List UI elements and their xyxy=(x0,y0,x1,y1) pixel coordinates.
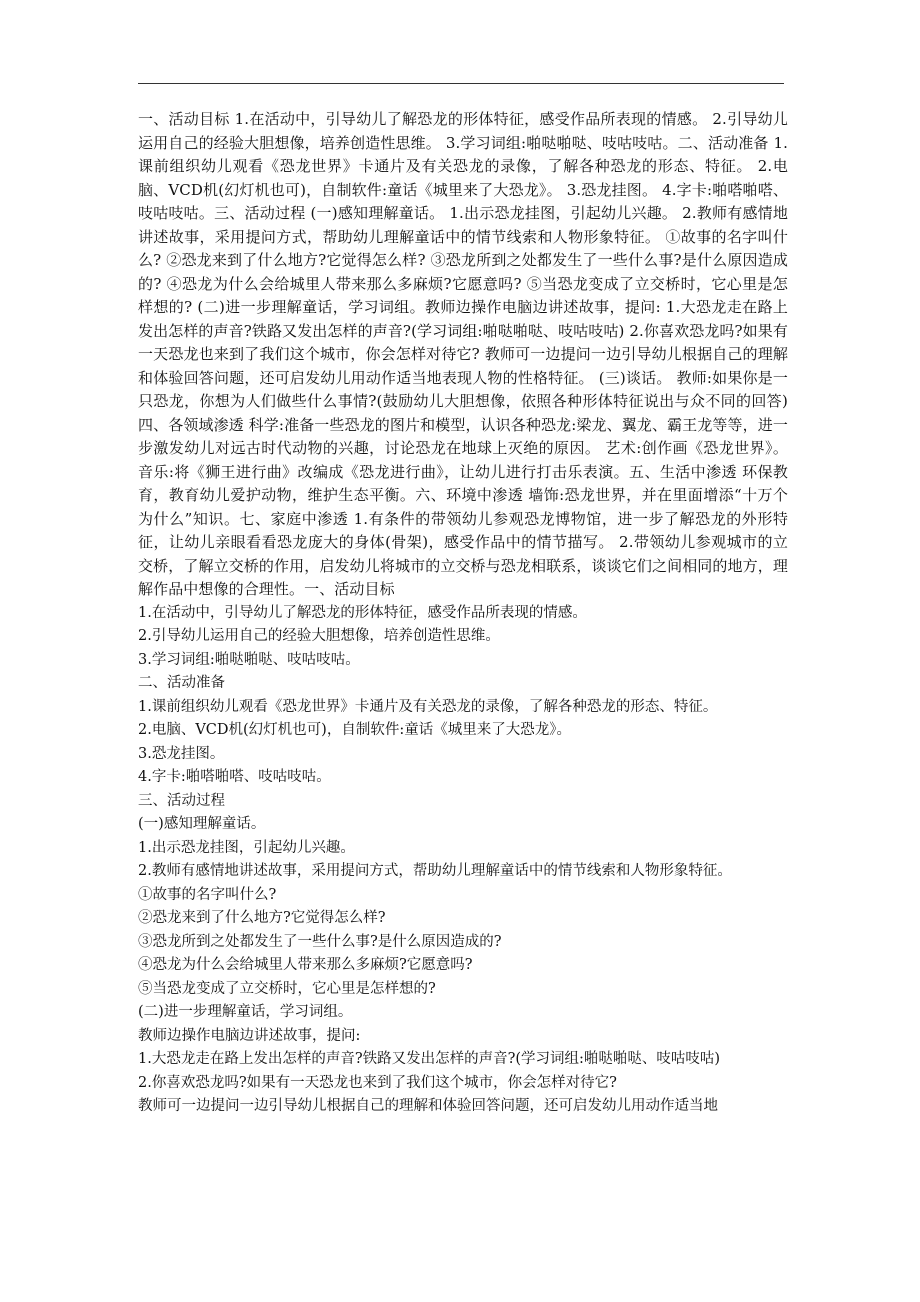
text-line: 教师可一边提问一边引导幼儿根据自己的理解和体验回答问题，还可启发幼儿用动作适当地 xyxy=(138,1098,718,1114)
text-line: (二)进一步理解童话，学习词组。 xyxy=(138,1004,353,1020)
question-line: ①故事的名字叫什么? xyxy=(138,886,277,903)
question-line: ③恐龙所到之处都发生了一些什么事?是什么原因造成的? xyxy=(138,933,502,950)
text-line: 2.电脑、VCD机(幻灯机也可)，自制软件:童话《城里来了大恐龙》。 xyxy=(138,722,571,738)
text-line: 4.字卡:啪嗒啪嗒、吱咕吱咕。 xyxy=(138,769,331,785)
text-line: 3.学习词组:啪哒啪哒、吱咕吱咕。 xyxy=(138,651,360,668)
text-line: 2.你喜欢恐龙吗?如果有一天恐龙也来到了我们这个城市，你会怎样对待它? xyxy=(138,1074,617,1091)
text-line: 教师边操作电脑边讲述故事，提问: xyxy=(138,1027,361,1044)
text-line: 1.在活动中，引导幼儿了解恐龙的形体特征，感受作品所表现的情感。 xyxy=(138,604,587,621)
text-line: 1.大恐龙走在路上发出怎样的声音?铁路又发出怎样的声音?(学习词组:啪哒啪哒、吱咕吱咕) xyxy=(138,1051,721,1067)
text-line: 2.引导幼儿运用自己的经验大胆想像，培养创造性思维。 xyxy=(138,628,500,644)
line-list xyxy=(138,602,788,1119)
document-body xyxy=(138,108,788,1119)
text-line: 2.教师有感情地讲述故事，采用提问方式，帮助幼儿理解童话中的情节线索和人物形象特征。 xyxy=(138,863,732,879)
question-line: ②恐龙来到了什么地方?它觉得怎么样? xyxy=(138,910,386,926)
header-rule xyxy=(138,83,784,84)
text-line: (一)感知理解童话。 xyxy=(138,816,266,832)
question-line: ④恐龙为什么会给城里人带来那么多麻烦?它愿意吗? xyxy=(138,957,473,973)
text-line: 1.出示恐龙挂图，引起幼儿兴趣。 xyxy=(138,839,355,856)
text-line: 1.课前组织幼儿观看《恐龙世界》卡通片及有关恐龙的录像，了解各种恐龙的形态、特征。 xyxy=(138,698,718,715)
section-heading: 三、活动过程 xyxy=(138,792,225,809)
question-line: ⑤当恐龙变成了立交桥时，它心里是怎样想的? xyxy=(138,980,436,997)
text-line: 3.恐龙挂图。 xyxy=(138,745,225,762)
intro-paragraph: 一、活动目标 1.在活动中，引导幼儿了解恐龙的形体特征，感受作品所表现的情感。 2.引导幼儿运用自己的经验大胆想像，培养创造性思维。 3.学习词组:啪哒啪哒、吱咕吱咕。二、活动准备 1.课前组织幼儿观看《恐龙世界》卡通片及有关恐龙的录像，了解各种恐龙的形态、特征。 2.电脑、VCD机(幻灯机也可)，自制软件:童话《城里来了大恐龙》。 3.恐龙挂图。 4.字卡:啪嗒啪嗒、吱咕吱咕。三、活动过程 (一)感知理解童话。 1.出示恐龙挂图，引起幼儿兴趣。 2.教师有感情地讲述故事，采用提问方式，帮助幼儿理解童话中的情节线索和人物形象特征。 ①故事的名字叫什么? ②恐龙来到了什么地方?它觉得怎么样? ③恐龙所到之处都发生了一些什么事?是什么原因造成的? ④恐龙为什么会给城里人带来那么多麻烦?它愿意吗? ⑤当恐龙变成了立交桥时，它心里是怎样想的? (二)进一步理解童话，学习词组。教师边操作电脑边讲述故事，提问: 1.大恐龙走在路上发出怎样的声音?铁路又发出怎样的声音?(学习词组:啪哒啪哒、吱咕吱咕) 2.你喜欢恐龙吗?如果有一天恐龙也来到了我们这个城市，你会怎样对待它? 教师可一边提问一边引导幼儿根据自己的理解和体验回答问题，还可启发幼儿用动作适当地表现人物的性格特征。 (三)谈话。 教师:如果你是一只恐龙，你想为人们做些什么事情?(鼓励幼儿大胆想像，依照各种形体特征说出与众不同的回答)四、各领域渗透 科学:准备一些恐龙的图片和模型，认识各种恐龙:梁龙、翼龙、霸王龙等等，进一步激发幼儿对远古时代动物的兴趣，讨论恐龙在地球上灭绝的原因。 艺术:创作画《恐龙世界》。音乐:将《狮王进行曲》改编成《恐龙进行曲》，让幼儿进行打击乐表演。五、生活中渗透 环保教育，教育幼儿爱护动物，维护生态平衡。六、环境中渗透 墙饰:恐龙世界，并在里面增添“十万个为什么”知识。七、家庭中渗透 1.有条件的带领幼儿参观恐龙博物馆，进一步了解恐龙的外形特征，让幼儿亲眼看看恐龙庞大的身体(骨架)，感受作品中的情节描写。 2.带领幼儿参观城市的立交桥，了解立交桥的作用，启发幼儿将城市的立交桥与恐龙相联系，谈谈它们之间相同的地方，理解作品中想像的合理性。一、活动目标 xyxy=(138,110,788,598)
section-heading: 二、活动准备 xyxy=(138,675,225,691)
